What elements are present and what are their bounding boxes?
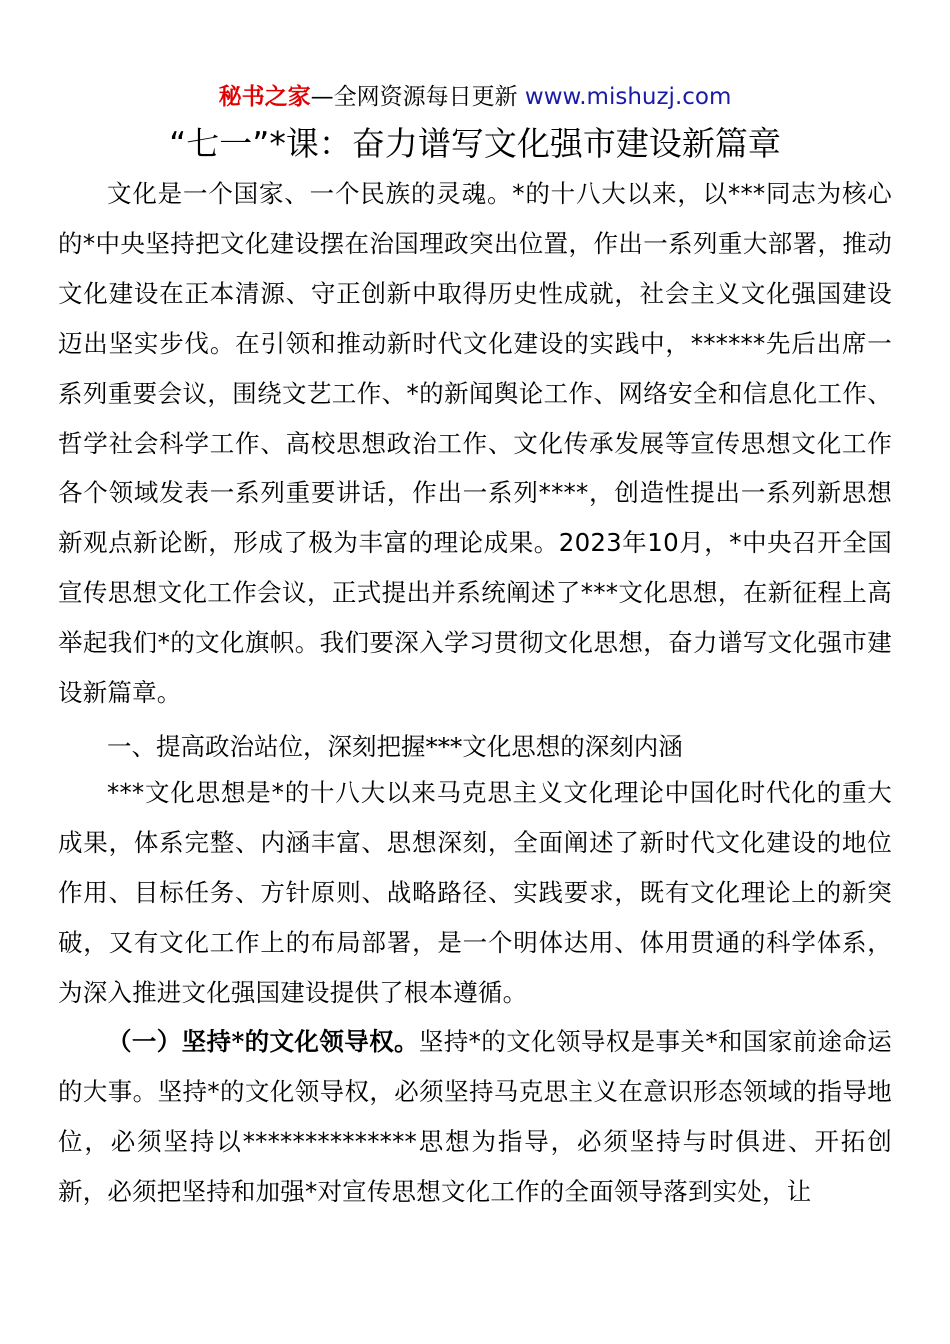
- subsection-heading-1: （一）坚持*的文化领导权。: [107, 1027, 419, 1056]
- site-banner: [0, 82, 950, 112]
- subsection-1-paragraph: [58, 1017, 892, 1217]
- section-heading-1: 一、提高政治站位，深刻把握***文化思想的深刻内涵: [107, 732, 683, 761]
- subsection-1-text: 坚持*的文化领导权是事关*和国家前途命运的大事。坚持*的文化领导权，必须坚持马克思主义在意识形态领域的指导地位，必须坚持以**************思想为指导，必须坚持与时俱进、开拓创新，必须把坚持和加强*对宣传思想文化工作的全面领导落到实处，让: [58, 1027, 892, 1206]
- section-1-paragraph: ***文化思想是*的十八大以来马克思主义文化理论中国化时代化的重大成果，体系完整、内涵丰富、思想深刻，全面阐述了新时代文化建设的地位作用、目标任务、方针原则、战略路径、实践要求，既有文化理论上的新突破，又有文化工作上的布局部署，是一个明体达用、体用贯通的科学体系，为深入推进文化强国建设提供了根本遵循。: [58, 778, 892, 1007]
- banner-slogan: —全网资源每日更新: [310, 84, 518, 110]
- brand-name: 秘书之家: [218, 84, 311, 110]
- site-url-link[interactable]: www.mishuzj.com: [524, 84, 732, 110]
- document-title: “七一”*课：奋力谱写文化强市建设新篇章: [169, 124, 781, 163]
- intro-paragraph: 文化是一个国家、一个民族的灵魂。*的十八大以来，以***同志为核心的*中央坚持把文化建设摆在治国理政突出位置，作出一系列重大部署，推动文化建设在正本清源、守正创新中取得历史性成就，社会主义文化强国建设迈出坚实步伐。在引领和推动新时代文化建设的实践中，******先后出席一系列重要会议，围绕文艺工作、*的新闻舆论工作、网络安全和信息化工作、哲学社会科学工作、高校思想政治工作、文化传承发展等宣传思想文化工作各个领域发表一系列重要讲话，作出一系列****，创造性提出一系列新思想新观点新论断，形成了极为丰富的理论成果。2023年10月，*中央召开全国宣传思想文化工作会议，正式提出并系统阐述了***文化思想，在新征程上高举起我们*的文化旗帜。我们要深入学习贯彻文化思想，奋力谱写文化强市建设新篇章。: [58, 179, 892, 708]
